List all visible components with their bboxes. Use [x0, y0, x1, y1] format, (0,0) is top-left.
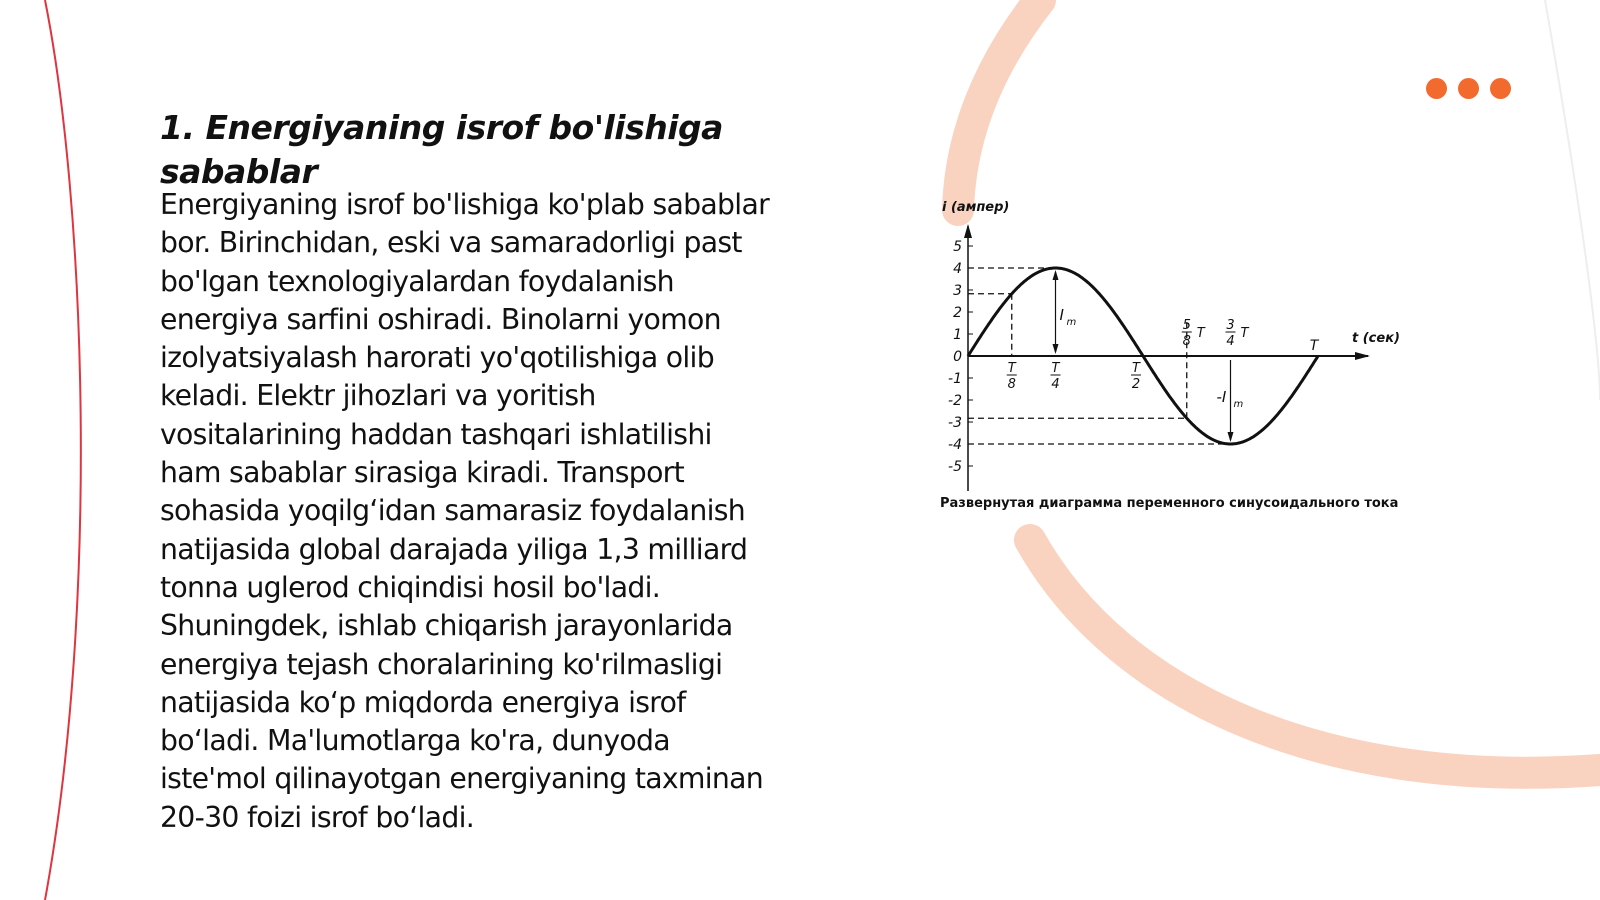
slide-body-text: Energiyaning isrof bo'lishiga ko'plab sabablar bor. Birinchidan, eski va samaradorligi past bo'lgan texnologiyalardan foydalanish energiya sarfini oshiradi. Binolarni yomon izolyatsiyalash harorati yo'qotilishiga olib keladi. Elektr jihozlari va yoritish vositalarining haddan tashqari ishlatilishi ham sabablar sirasiga kiradi. Transport sohasida yoqilg‘idan samarasiz foydalanish natijasida global darajada yiliga 1,3 milliard tonna uglerod chiqindisi hosil bo'ladi. Shuningdek, ishlab chiqarish jarayonlarida energiya tejash choralarining ko'rilmasligi natijasida ko‘p miqdorda energiya isrof bo‘ladi. Ma'lumotlarga ko'ra, dunyoda iste'mol qilinayotgan energiyaning taxminan 20-30 foizi isrof bo‘ladi.: [160, 188, 770, 834]
y-tick-label: -3: [948, 415, 962, 431]
y-tick-label: 5: [953, 239, 962, 255]
im-label: I: [1059, 306, 1064, 324]
x-axis-label: t (сек): [1352, 331, 1400, 346]
y-tick-label: -4: [948, 437, 962, 453]
decorative-dots: [1426, 78, 1511, 99]
y-tick-label: -2: [948, 393, 962, 409]
neg-im-subscript: m: [1233, 399, 1244, 410]
fraction-numerator: T: [1132, 361, 1140, 376]
fraction-numerator: T: [1007, 361, 1016, 376]
left-accent-line: [45, 0, 81, 900]
right-faint-line: [1545, 0, 1600, 400]
y-tick-label: 1: [953, 327, 962, 343]
upper-fraction-numerator: 3: [1226, 318, 1235, 333]
orange-dot: [1426, 78, 1447, 99]
y-tick-label: 0: [953, 349, 962, 365]
im-arrowhead: [1053, 270, 1059, 280]
im-arrowhead: [1053, 344, 1059, 354]
sinusoid-diagram: [940, 196, 1430, 526]
im-subscript: m: [1066, 317, 1077, 328]
slide-title: 1. Energiyaning isrof bo'lishiga sabablar: [160, 108, 723, 191]
neg-im-label: -I: [1216, 388, 1227, 406]
peach-arc-bottom: [1030, 540, 1600, 773]
y-tick-label: 2: [953, 305, 962, 321]
fraction-denominator: 2: [1131, 377, 1141, 392]
upper-fraction-symbol: T: [1196, 326, 1205, 341]
orange-dot: [1458, 78, 1479, 99]
y-tick-label: -1: [948, 371, 962, 387]
y-tick-label: 3: [953, 283, 962, 299]
upper-fraction-numerator: 5: [1182, 318, 1191, 333]
diagram-caption: Развернутая диаграмма переменного синусоидального тока: [940, 496, 1399, 511]
y-tick-label: 4: [953, 261, 962, 277]
x-axis-arrow: [1355, 352, 1370, 360]
y-axis-label: i (ампер): [942, 200, 1010, 215]
fraction-denominator: 8: [1007, 377, 1016, 392]
y-tick-label: -5: [948, 459, 962, 475]
upper-fraction-denominator: 8: [1182, 334, 1191, 349]
fraction-numerator: T: [1051, 361, 1060, 376]
peach-arc-top: [958, 0, 1040, 210]
period-label: T: [1309, 338, 1319, 354]
fraction-denominator: 4: [1051, 377, 1060, 392]
y-axis-arrow: [964, 224, 972, 238]
upper-fraction-denominator: 4: [1226, 334, 1235, 349]
upper-fraction-symbol: T: [1240, 326, 1249, 341]
neg-im-arrowhead: [1228, 432, 1234, 442]
orange-dot: [1490, 78, 1511, 99]
